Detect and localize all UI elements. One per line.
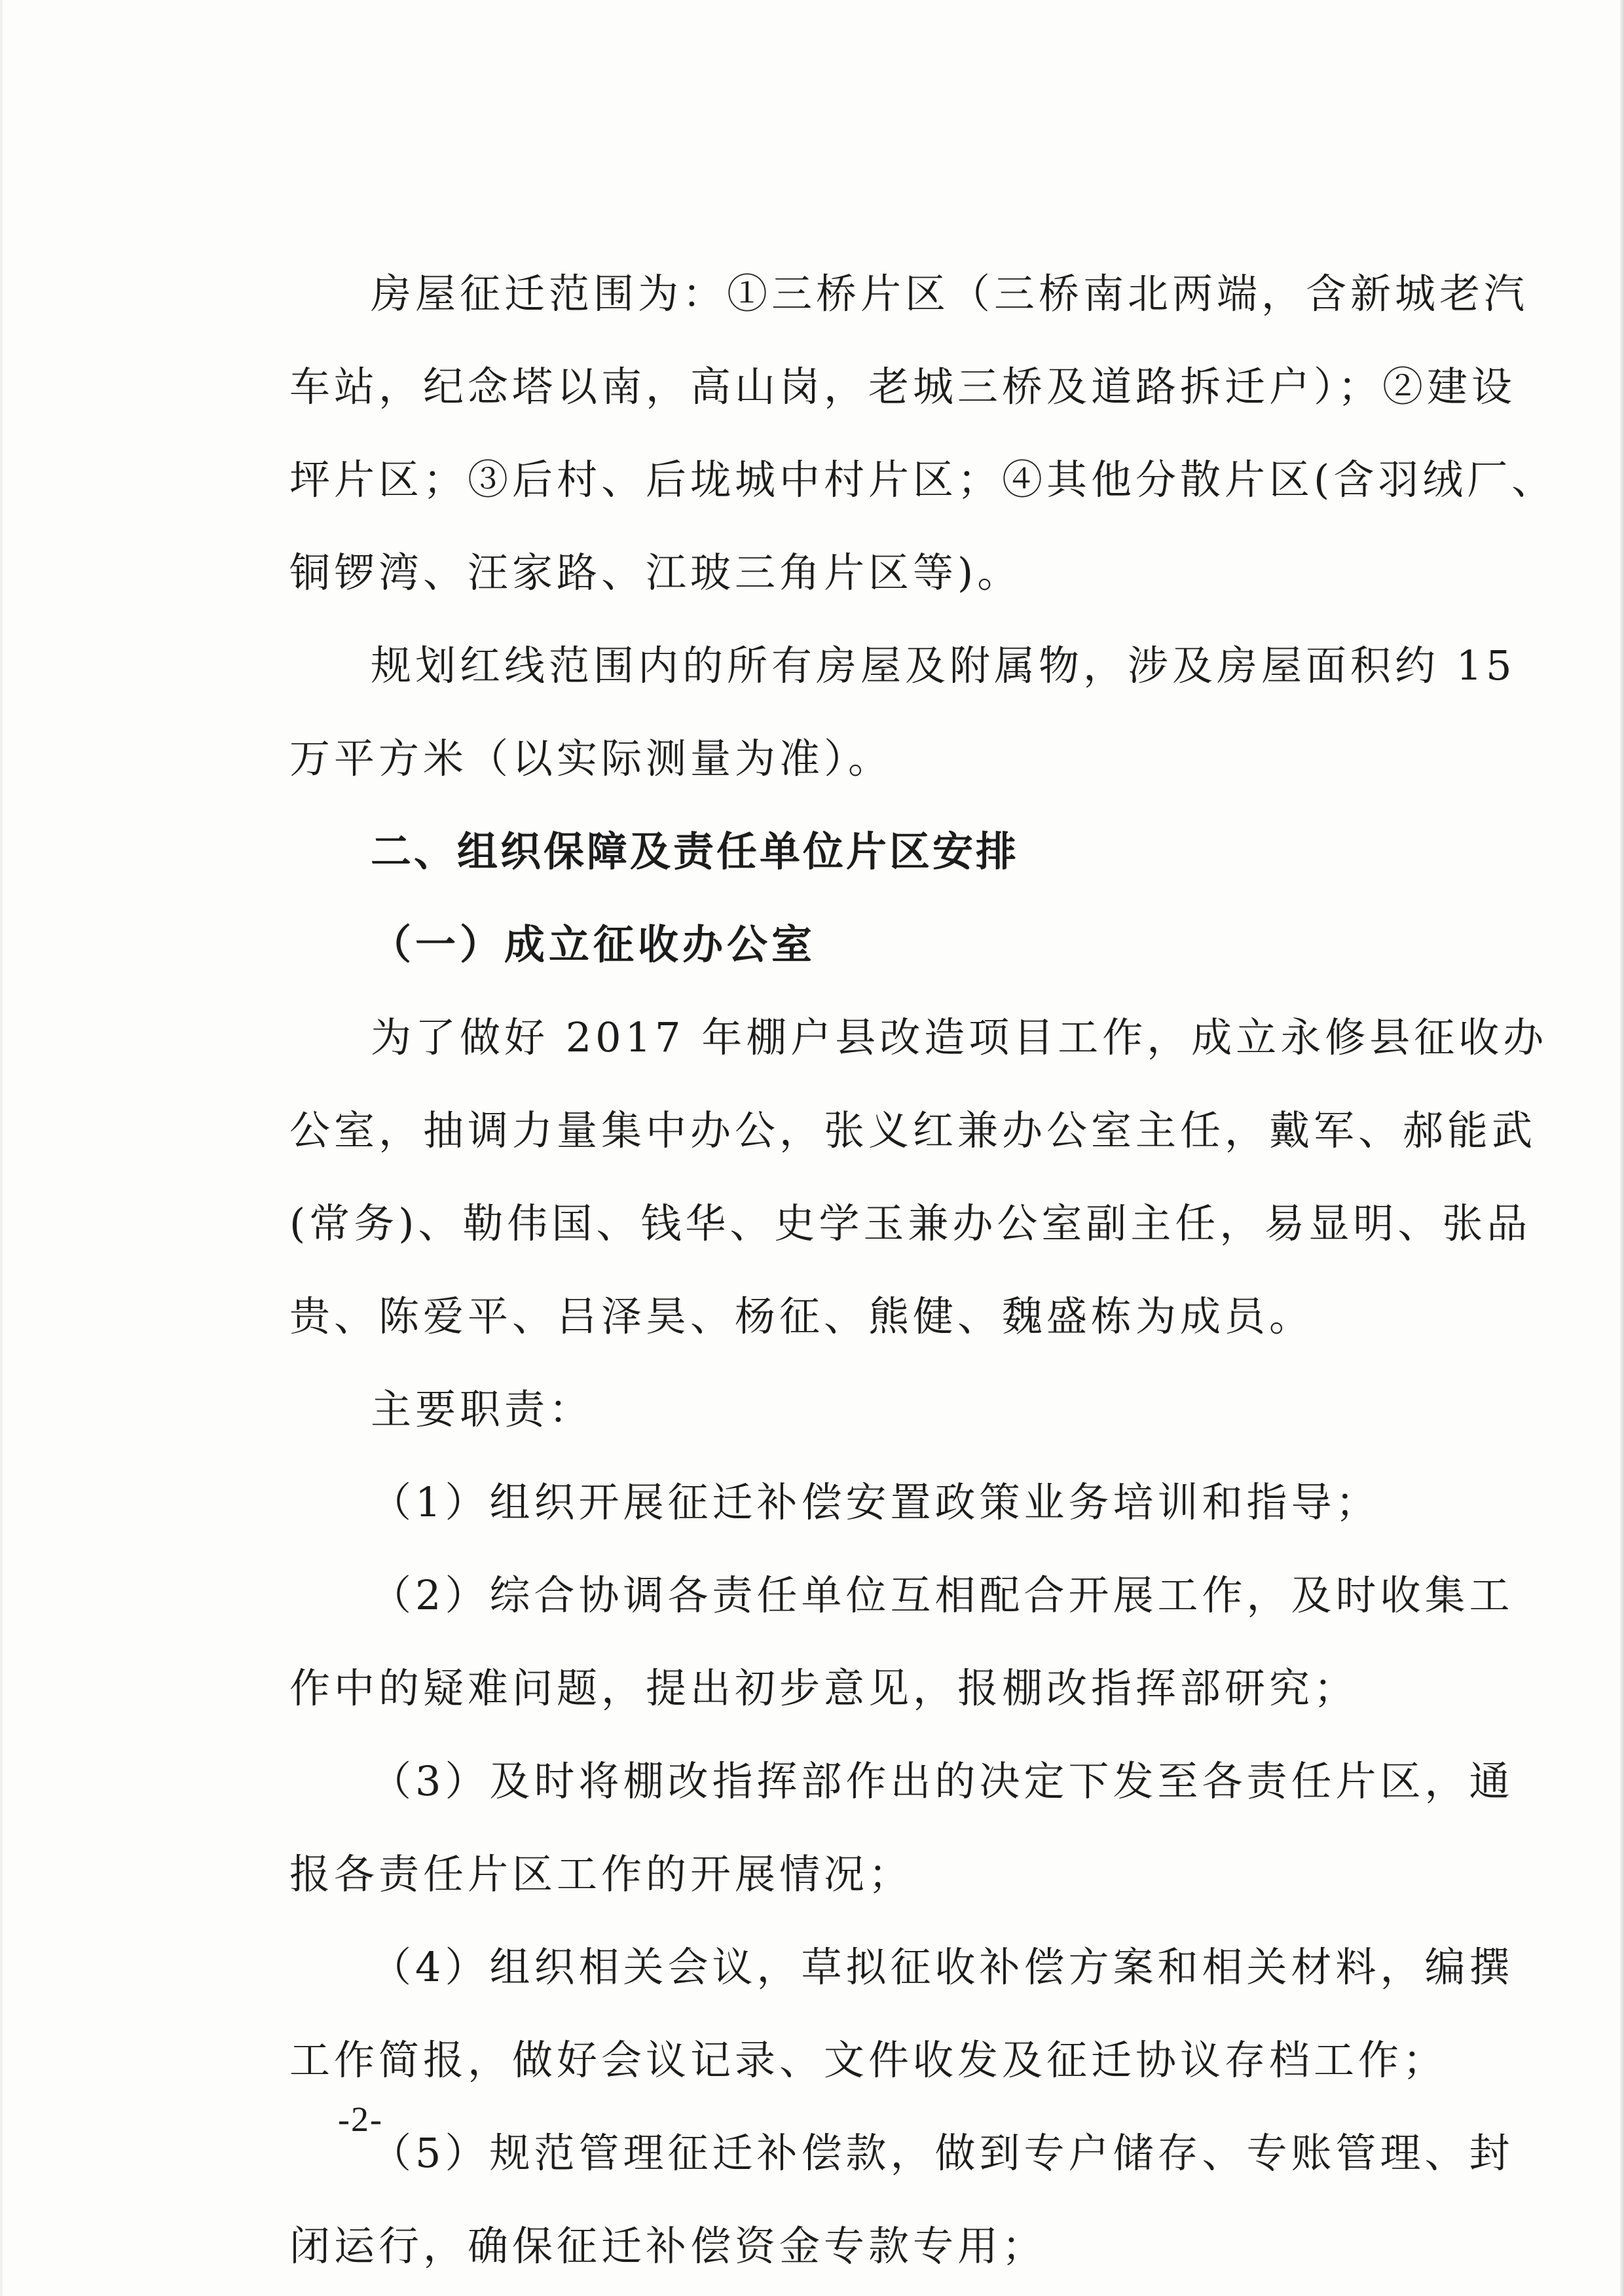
text-line: 工作简报，做好会议记录、文件收发及征迁协议存档工作； (289, 2036, 1448, 2084)
subsection-heading: （一）成立征收办公室 (371, 920, 817, 968)
text-line: 万平方米（以实际测量为准）。 (289, 735, 893, 782)
text-line: 坪片区；③后村、后垅城中村片区；④其他分散片区(含羽绒厂、 (289, 456, 1557, 503)
page-right-edge (1620, 0, 1624, 2296)
document-body (289, 247, 1557, 2293)
text-line: 报各责任片区工作的开展情况； (289, 1850, 913, 1898)
text-line: 公室，抽调力量集中办公，张义红兼办公室主任，戴军、郝能武 (289, 1106, 1537, 1154)
text-line: 作中的疑难问题，提出初步意见，报棚改指挥部研究； (289, 1664, 1359, 1712)
page-left-edge (0, 0, 3, 2296)
text-line: 闭运行，确保征迁补偿资金专款专用； (289, 2222, 1047, 2270)
page-number: -2- (338, 2100, 383, 2139)
text-line: 铜锣湾、汪家路、江玻三角片区等)。 (289, 549, 1022, 596)
text-line: 规划红线范围内的所有房屋及附属物，涉及房屋面积约 15 (371, 642, 1516, 689)
text-line: 车站，纪念塔以南，高山岗，老城三桥及道路拆迁户）；②建设 (289, 363, 1517, 410)
text-line: (常务)、勒伟国、钱华、史学玉兼办公室副主任，易显明、张品 (289, 1199, 1532, 1247)
text-line: 为了做好 2017 年棚户县改造项目工作，成立永修县征收办 (371, 1013, 1548, 1061)
list-item: （3）及时将棚改指挥部作出的决定下发至各责任片区，通 (371, 1757, 1514, 1805)
list-item: （1）组织开展征迁补偿安置政策业务培训和指导； (371, 1478, 1380, 1526)
section-heading: 二、组织保障及责任单位片区安排 (371, 828, 1020, 875)
text-line: 房屋征迁范围为：①三桥片区（三桥南北两端，含新城老汽 (371, 270, 1529, 318)
text-line: 主要职责： (371, 1385, 594, 1433)
text-line: 贵、陈爱平、吕泽昊、杨征、熊健、魏盛栋为成员。 (289, 1292, 1314, 1340)
list-item: （2）综合协调各责任单位互相配合开展工作，及时收集工 (371, 1571, 1514, 1619)
list-item: （5）规范管理征迁补偿款，做到专户储存、专账管理、封 (371, 2129, 1514, 2177)
list-item: （4）组织相关会议，草拟征收补偿方案和相关材料，编撰 (371, 1943, 1514, 1991)
